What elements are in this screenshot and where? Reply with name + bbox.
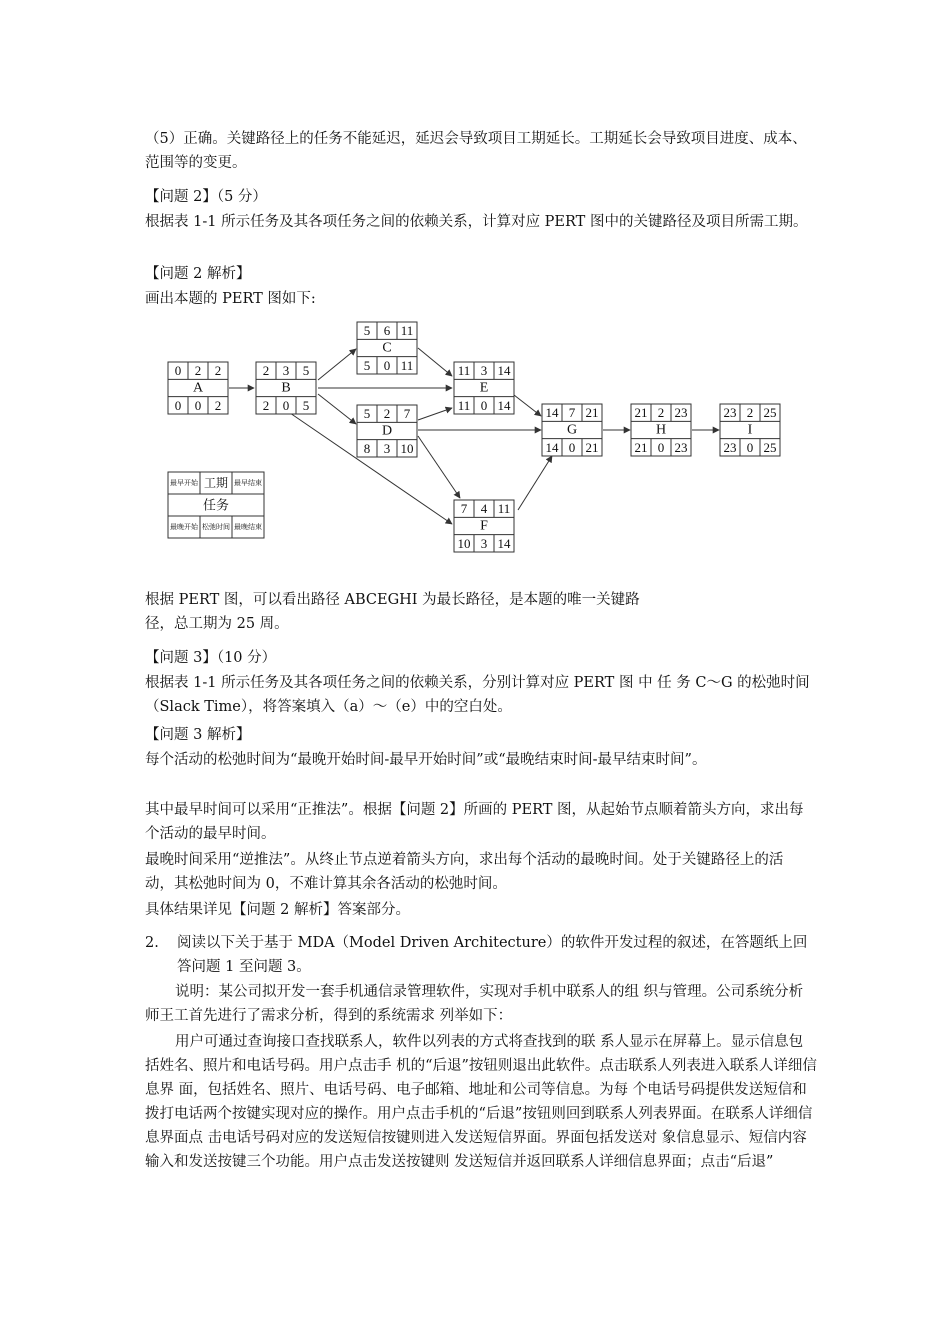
duration: 7 [568, 405, 576, 421]
earliest-start: 11 [457, 363, 471, 379]
earliest-finish: 7 [403, 406, 411, 422]
latest-start: 11 [457, 397, 471, 413]
pert-node-d [357, 405, 417, 457]
latest-finish: 5 [302, 397, 310, 413]
legend-slack: 松弛时间 [202, 523, 230, 531]
description-paragraph-1: 说明：某公司拟开发一套手机通信录管理软件，实现对手机中联系人的组 织与管理。公司系统分析师王工首先进行了需求分析，得到的系统需求 列举如下： [145, 984, 804, 1024]
arrow-f-g [518, 456, 552, 510]
latest-start: 14 [545, 439, 559, 455]
arrow-d-f [418, 436, 460, 498]
pert-node-f [454, 500, 514, 552]
latest-finish: 23 [674, 439, 688, 455]
task-name: G [566, 422, 578, 438]
numbered-item-2 [145, 931, 810, 979]
question2-text: 根据表 1-1 所示任务及其各项任务之间的依赖关系，计算对应 PERT 图中的关键路径及项目所需工期。 [145, 214, 808, 230]
earliest-finish: 21 [585, 405, 599, 421]
slack: 0 [568, 439, 576, 455]
arrow-b-c [318, 349, 356, 380]
description-paragraph-2: 用户可通过查询接口查找联系人，软件以列表的方式将查找到的联 系人显示在屏幕上。显示信息包括姓名、照片和电话号码。用户点击手 机的“后退”按钮则退出此软件。点击联系人列表进入联系人详细信息界 面，包括姓名、照片、电话号码、电子邮箱、地址和公司等信息。为每 个电话号码提供发送短信和拨打电话两个按键实现对应的操作。用户点击手机的“后退”按钮则回到联系人列表界面。在联系人详细信息界面点 击电话号码对应的发送短信按键则进入发送短信界面。界面包括发送对 象信息显示、短信内容输入和发送按键三个功能。用户点击发送按键则 发送短信并返回联系人详细信息界面；点击“后退” [145, 1034, 817, 1170]
duration: 2 [657, 405, 665, 421]
earliest-start: 14 [545, 405, 559, 421]
pert-node-i [720, 404, 780, 456]
duration: 2 [383, 406, 391, 422]
latest-finish: 25 [763, 439, 777, 455]
item-text: 阅读以下关于基于 MDA（Model Driven Architecture）的软件开发过程的叙述，在答题纸上回答问题 1 至问题 3。 [177, 935, 808, 975]
legend-earliest-finish: 最早结束 [234, 479, 262, 487]
question2-conclusion: 根据 PERT 图，可以看出路径 ABCEGHI 为最长路径，是本题的唯一关键路径，总工期为 25 周。 [145, 592, 640, 632]
slack: 3 [383, 440, 391, 456]
pert-node-b [256, 362, 316, 414]
earliest-finish: 11 [400, 323, 414, 339]
legend-latest-finish: 最晚结束 [234, 523, 262, 531]
legend-latest-start: 最晚开始 [170, 523, 198, 531]
earliest-finish: 25 [763, 405, 777, 421]
latest-start: 8 [363, 440, 371, 456]
latest-start: 10 [457, 535, 471, 551]
latest-start: 21 [634, 439, 648, 455]
latest-start: 23 [723, 439, 737, 455]
slack: 0 [282, 397, 290, 413]
item-number: 2. [145, 935, 159, 951]
task-name: C [382, 340, 392, 356]
earliest-finish: 23 [674, 405, 688, 421]
pert-node-e [454, 362, 514, 414]
arrow-c-e [418, 348, 452, 376]
pert-node-c [357, 322, 417, 374]
earliest-finish: 2 [214, 363, 222, 379]
slack: 0 [746, 439, 754, 455]
latest-finish: 14 [497, 397, 511, 413]
latest-start: 0 [174, 397, 182, 413]
legend-duration: 工期 [203, 476, 229, 490]
slack: 0 [657, 439, 665, 455]
question3-analysis-1: 每个活动的松弛时间为“最晚开始时间-最早开始时间”或“最晚结束时间-最早结束时间”。 [145, 752, 707, 768]
latest-finish: 2 [214, 397, 222, 413]
paragraph-item5: （5）正确。关键路径上的任务不能延迟，延迟会导致项目工期延长。工期延长会导致项目进度、成本、范围等的变更。 [145, 131, 807, 171]
duration: 4 [480, 501, 488, 517]
pert-node-a [168, 362, 228, 414]
task-name: F [480, 518, 488, 534]
question3-text: 根据表 1-1 所示任务及其各项任务之间的依赖关系，分别计算对应 PERT 图 中 任 务 C～G 的松弛时间（Slack Time），将答案填入（a）～（e）中的空白处。 [145, 675, 810, 715]
pert-node-h [631, 404, 691, 456]
earliest-start: 7 [460, 501, 468, 517]
task-name: B [281, 380, 291, 396]
question3-heading: 【问题 3】（10 分） [145, 650, 277, 666]
arrow-e-g [514, 395, 541, 416]
pert-legend [168, 472, 264, 538]
arrow-b-d [318, 394, 356, 424]
question2-analysis-heading: 【问题 2 解析】 [145, 266, 251, 282]
earliest-finish: 11 [497, 501, 511, 517]
task-name: D [381, 423, 393, 439]
earliest-start: 2 [262, 363, 270, 379]
earliest-finish: 5 [302, 363, 310, 379]
task-name: H [655, 422, 667, 438]
question2-heading: 【问题 2】（5 分） [145, 189, 267, 205]
duration: 6 [383, 323, 391, 339]
latest-start: 5 [363, 357, 371, 373]
earliest-start: 5 [363, 323, 371, 339]
slack: 0 [194, 397, 202, 413]
question3-analysis-2: 其中最早时间可以采用“正推法”。根据【问题 2】所画的 PERT 图，从起始节点顺着箭头方向，求出每个活动的最早时间。 [145, 802, 804, 842]
latest-finish: 21 [585, 439, 599, 455]
question3-analysis-3: 最晚时间采用“逆推法”。从终止节点逆着箭头方向，求出每个活动的最晚时间。处于关键路径上的活动，其松弛时间为 0，不难计算其余各活动的松弛时间。 [145, 852, 784, 892]
latest-finish: 14 [497, 535, 511, 551]
question2-analysis-intro: 画出本题的 PERT 图如下: [145, 291, 316, 307]
legend-earliest-start: 最早开始 [170, 479, 198, 487]
earliest-start: 23 [723, 405, 737, 421]
slack: 0 [383, 357, 391, 373]
slack: 0 [480, 397, 488, 413]
earliest-finish: 14 [497, 363, 511, 379]
duration: 2 [746, 405, 754, 421]
earliest-start: 5 [363, 406, 371, 422]
task-name: I [747, 422, 753, 438]
earliest-start: 21 [634, 405, 648, 421]
pert-diagram [0, 0, 950, 580]
duration: 2 [194, 363, 202, 379]
arrow-d-e [418, 408, 452, 420]
task-name: E [479, 380, 489, 396]
earliest-start: 0 [174, 363, 182, 379]
slack: 3 [480, 535, 488, 551]
question3-analysis-heading: 【问题 3 解析】 [145, 727, 251, 743]
duration: 3 [282, 363, 290, 379]
latest-finish: 11 [400, 357, 414, 373]
pert-node-g [542, 404, 602, 456]
question3-analysis-4: 具体结果详见【问题 2 解析】答案部分。 [145, 902, 410, 918]
duration: 3 [480, 363, 488, 379]
legend-task: 任务 [202, 497, 230, 513]
latest-start: 2 [262, 397, 270, 413]
task-name: A [192, 380, 204, 396]
latest-finish: 10 [400, 440, 414, 456]
